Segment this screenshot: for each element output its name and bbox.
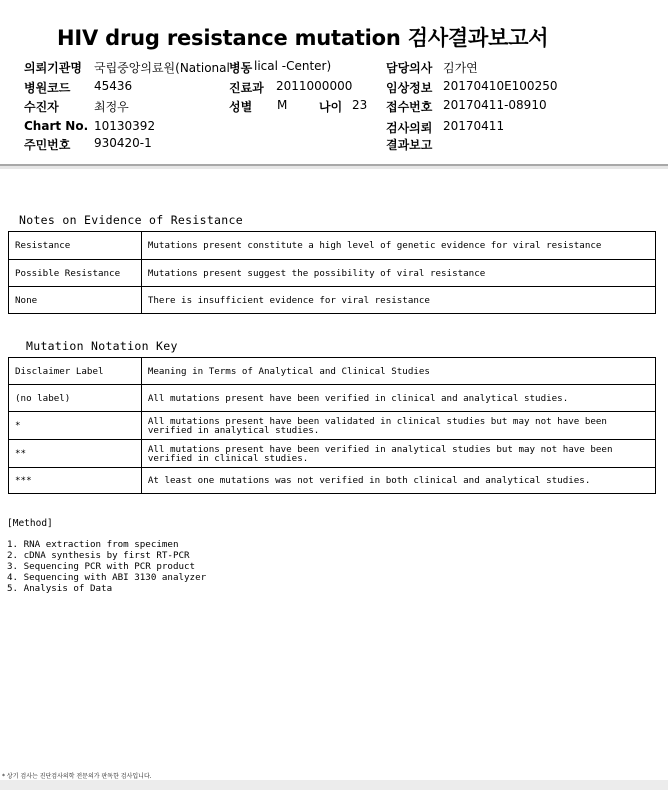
list-item: 2. cDNA synthesis by first RT-PCR (7, 550, 190, 561)
evidence-desc-cell: There is insufficient evidence for viral resistance (141, 287, 655, 314)
table-row (9, 260, 656, 287)
table-row (9, 287, 656, 314)
evidence-section-title: Notes on Evidence of Resistance (19, 213, 243, 227)
evidence-label-cell: Possible Resistance (9, 260, 142, 287)
age-label: 나이 (319, 100, 343, 114)
sex-value: M (277, 98, 288, 112)
list-item: 4. Sequencing with ABI 3130 analyzer (7, 572, 207, 583)
sex-label: 성별 (229, 100, 253, 114)
notation-label-cell: * (9, 412, 142, 440)
table-row (9, 232, 656, 260)
request-date-value: 20170411 (443, 119, 505, 133)
doctor-label: 담당의사 (386, 61, 433, 75)
list-item: 5. Analysis of Data (7, 583, 113, 594)
ward-value: lical -Center) (254, 59, 332, 73)
table-row (9, 440, 656, 468)
ward-label: 병동 (229, 61, 253, 75)
notation-section-title: Mutation Notation Key (26, 339, 178, 353)
hospital-code-value: 45436 (94, 79, 133, 93)
doctor-value: 김가연 (443, 61, 478, 75)
chart-no-value: 10130392 (94, 119, 156, 133)
age-value: 23 (352, 98, 368, 112)
notation-table (8, 357, 656, 494)
header-divider-shadow (0, 166, 668, 169)
institution-value: 국립중앙의료원(National (94, 61, 230, 75)
list-item: 1. RNA extraction from specimen (7, 539, 179, 550)
result-report-label: 결과보고 (386, 138, 433, 152)
resident-no-label: 주민번호 (24, 138, 71, 152)
notation-label-cell: *** (9, 468, 142, 494)
table-row (9, 468, 656, 494)
department-value: 2011000000 (276, 79, 353, 93)
notation-label-cell: (no label) (9, 385, 142, 412)
evidence-desc-cell: Mutations present constitute a high level of genetic evidence for viral resistance (141, 232, 655, 260)
receipt-no-label: 접수번호 (386, 100, 433, 114)
footer-band (0, 780, 668, 790)
evidence-desc-cell: Mutations present suggest the possibility of viral resistance (141, 260, 655, 287)
clinical-info-label: 임상정보 (386, 81, 433, 95)
method-title: [Method] (7, 518, 53, 529)
patient-label: 수진자 (24, 100, 59, 114)
receipt-no-value: 20170411-08910 (443, 98, 547, 112)
evidence-label-cell: Resistance (9, 232, 142, 260)
patient-value: 최정우 (94, 100, 129, 114)
chart-no-label: Chart No. (24, 119, 89, 133)
notation-desc-cell: All mutations present have been verified in analytical studies but may not have been verified in clinical studies. (141, 440, 655, 468)
department-label: 진료과 (229, 81, 264, 95)
table-row (9, 412, 656, 440)
footer-note: * 상기 검사는 진단검사의학 전문의가 판독한 검사입니다. (2, 773, 152, 780)
report-title: HIV drug resistance mutation 검사결과보고서 (57, 26, 549, 50)
evidence-table (8, 231, 656, 314)
resident-no-value: 930420-1 (94, 136, 152, 150)
table-header-row (9, 358, 656, 385)
method-list (7, 539, 206, 594)
notation-desc-cell: All mutations present have been verified in clinical and analytical studies. (141, 385, 655, 412)
list-item: 3. Sequencing PCR with PCR product (7, 561, 196, 572)
request-date-label: 검사의뢰 (386, 121, 433, 135)
institution-label: 의뢰기관명 (24, 61, 82, 75)
notation-label-cell: ** (9, 440, 142, 468)
table-row (9, 385, 656, 412)
hospital-code-label: 병원코드 (24, 81, 71, 95)
notation-desc-cell: All mutations present have been validated in clinical studies but may not have been verified in analytical studies. (141, 412, 655, 440)
clinical-info-value: 20170410E100250 (443, 79, 558, 93)
notation-desc-cell: At least one mutations was not verified in both clinical and analytical studies. (141, 468, 655, 494)
evidence-label-cell: None (9, 287, 142, 314)
notation-header-label: Disclaimer Label (9, 358, 142, 385)
notation-header-desc: Meaning in Terms of Analytical and Clinical Studies (141, 358, 655, 385)
